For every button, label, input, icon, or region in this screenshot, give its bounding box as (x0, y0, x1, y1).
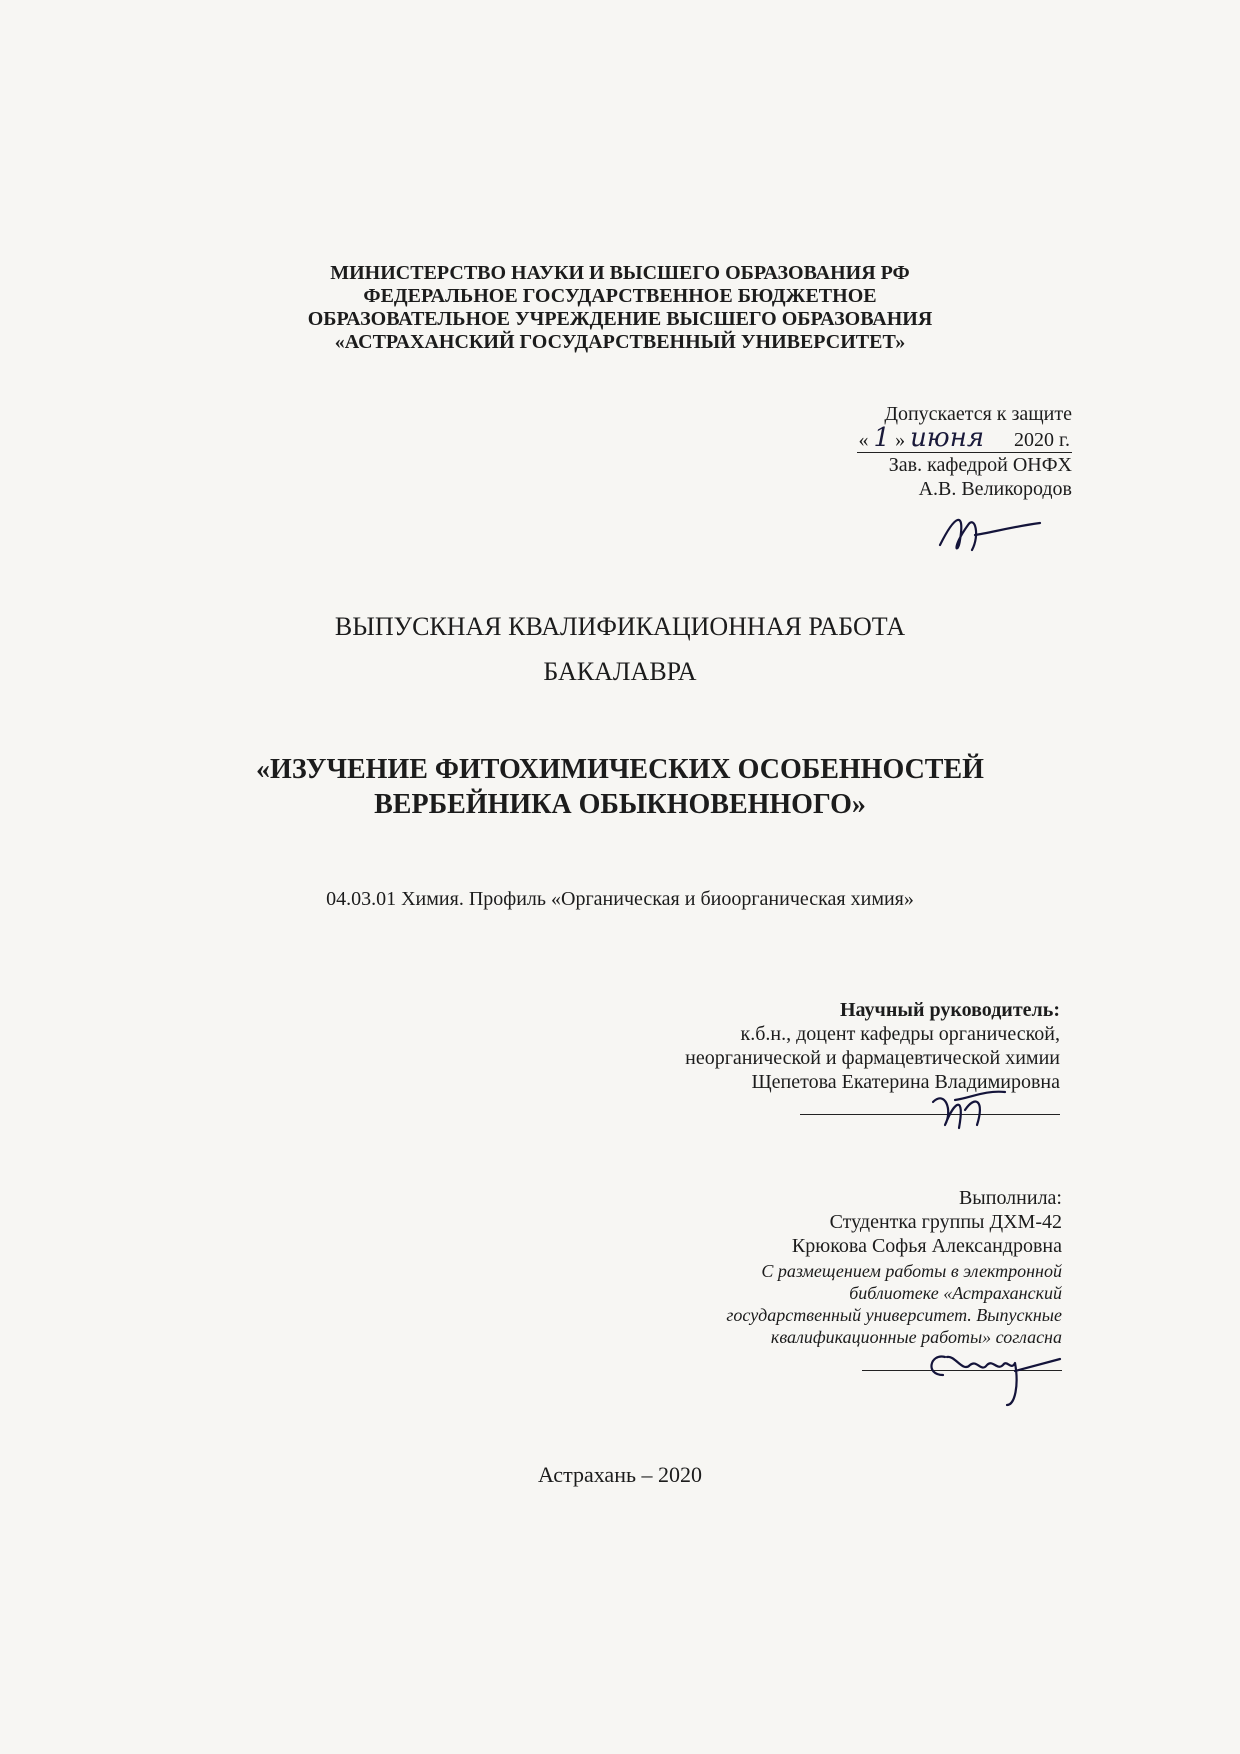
approval-name: А.В. Великородов (918, 478, 1072, 500)
header-line-3: ОБРАЗОВАТЕЛЬНОЕ УЧРЕЖДЕНИЕ ВЫСШЕГО ОБРАЗОВАНИЯ (307, 308, 933, 330)
head-of-department-signature (930, 505, 1050, 565)
author-signature (915, 1345, 1065, 1425)
date-handwritten-field (857, 423, 1072, 453)
approval-date (857, 423, 1072, 453)
library-consent (726, 1260, 1062, 1348)
thesis-title-line-1: «ИЗУЧЕНИЕ ФИТОХИМИЧЕСКИХ ОСОБЕННОСТЕЙ (256, 754, 984, 785)
consent-line-4: квалификационные работы» согласна (770, 1327, 1062, 1347)
consent-line-1: С размещением работы в электронной (761, 1261, 1062, 1281)
supervisor-department: неорганической и фармацевтической химии (685, 1047, 1060, 1069)
quote-close: » (895, 429, 906, 451)
quote-open: « (858, 429, 869, 451)
header-line-2: ФЕДЕРАЛЬНОЕ ГОСУДАРСТВЕННОЕ БЮДЖЕТНОЕ (363, 285, 877, 307)
supervisor-signature (925, 1080, 1015, 1140)
specialty-profile: 04.03.01 Химия. Профиль «Органическая и биоорганическая химия» (326, 888, 914, 910)
thesis-title-line-2: ВЕРБЕЙНИКА ОБЫКНОВЕННОГО» (374, 789, 866, 820)
ministry-header (0, 262, 1240, 354)
work-degree: БАКАЛАВРА (543, 657, 697, 686)
admitted-text: Допускается к защите (884, 403, 1072, 425)
supervisor-name: Щепетова Екатерина Владимировна (751, 1071, 1060, 1093)
day-handwritten: 1 (873, 423, 891, 453)
thesis-title (0, 752, 1240, 822)
consent-line-3: государственный университет. Выпускные (726, 1305, 1062, 1325)
approval-position: Зав. кафедрой ОНФХ (888, 454, 1072, 476)
supervisor-degree: к.б.н., доцент кафедры органической, (740, 1023, 1060, 1045)
header-line-4: «АСТРАХАНСКИЙ ГОСУДАРСТВЕННЫЙ УНИВЕРСИТЕТ» (334, 331, 906, 353)
approval-year: 2020 г. (1014, 429, 1070, 451)
author-group: Студентка группы ДХМ-42 (829, 1211, 1062, 1233)
supervisor-heading: Научный руководитель: (840, 999, 1060, 1021)
consent-line-2: библиотеке «Астраханский (849, 1283, 1062, 1303)
author-name: Крюкова Софья Александровна (791, 1235, 1062, 1257)
city-year: Астрахань – 2020 (537, 1462, 703, 1487)
month-handwritten: июня (910, 423, 985, 453)
work-type: ВЫПУСКНАЯ КВАЛИФИКАЦИОННАЯ РАБОТА (334, 612, 906, 641)
author-heading: Выполнила: (958, 1187, 1062, 1209)
header-line-1: МИНИСТЕРСТВО НАУКИ И ВЫСШЕГО ОБРАЗОВАНИЯ РФ (330, 262, 910, 284)
approval-block (857, 402, 1072, 501)
